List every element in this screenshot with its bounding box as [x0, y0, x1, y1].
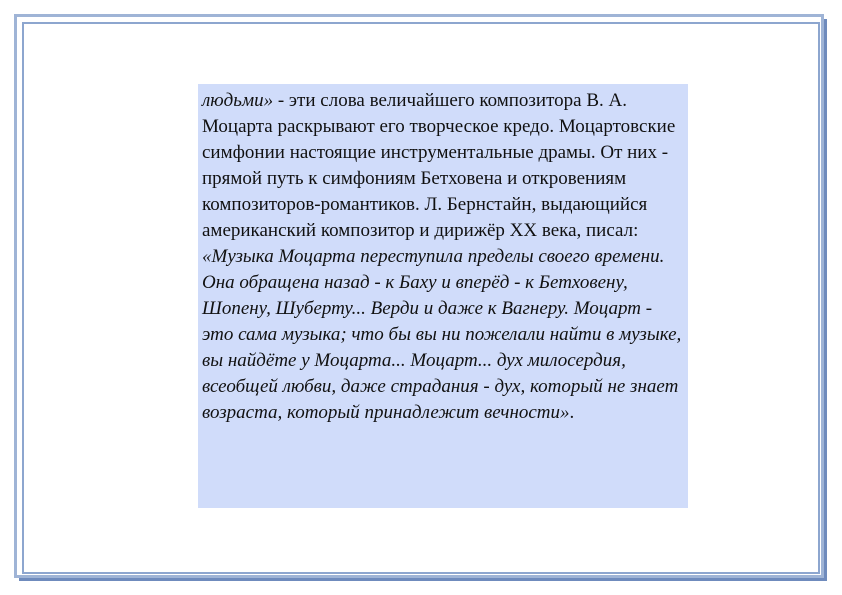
quote-paragraph: [202, 88, 682, 426]
paragraph-end: .: [569, 402, 575, 423]
quote-text-box: [198, 84, 688, 508]
bernstein-quote-text: «Музыка Моцарта переступила пределы своего времени. Она обращена назад - к Баху и вперёд - к Бетховену, Шопену, Шуберту... Верди и даже к Вагнеру. Моцарт - это сама музыка; что бы вы ни пожелали найти в музыке, вы найдёте у Моцарта... Моцарт... дух милосердия, всеобщей любви, даже страдания - дух, который не знает возраста, который принадлежит вечности»: [202, 246, 682, 423]
lead-italic-text: людьми»: [202, 90, 274, 111]
plain-text: - эти слова величайшего композитора В. А. Моцарта раскрывают его творческое кредо. Моцартовские симфонии настоящие инструментальные драмы. От них - прямой путь к симфониям Бетховена и откровениям композиторов-романтиков. Л. Бернстайн, выдающийся американский композитор и дирижёр XX века, писал:: [202, 90, 676, 241]
